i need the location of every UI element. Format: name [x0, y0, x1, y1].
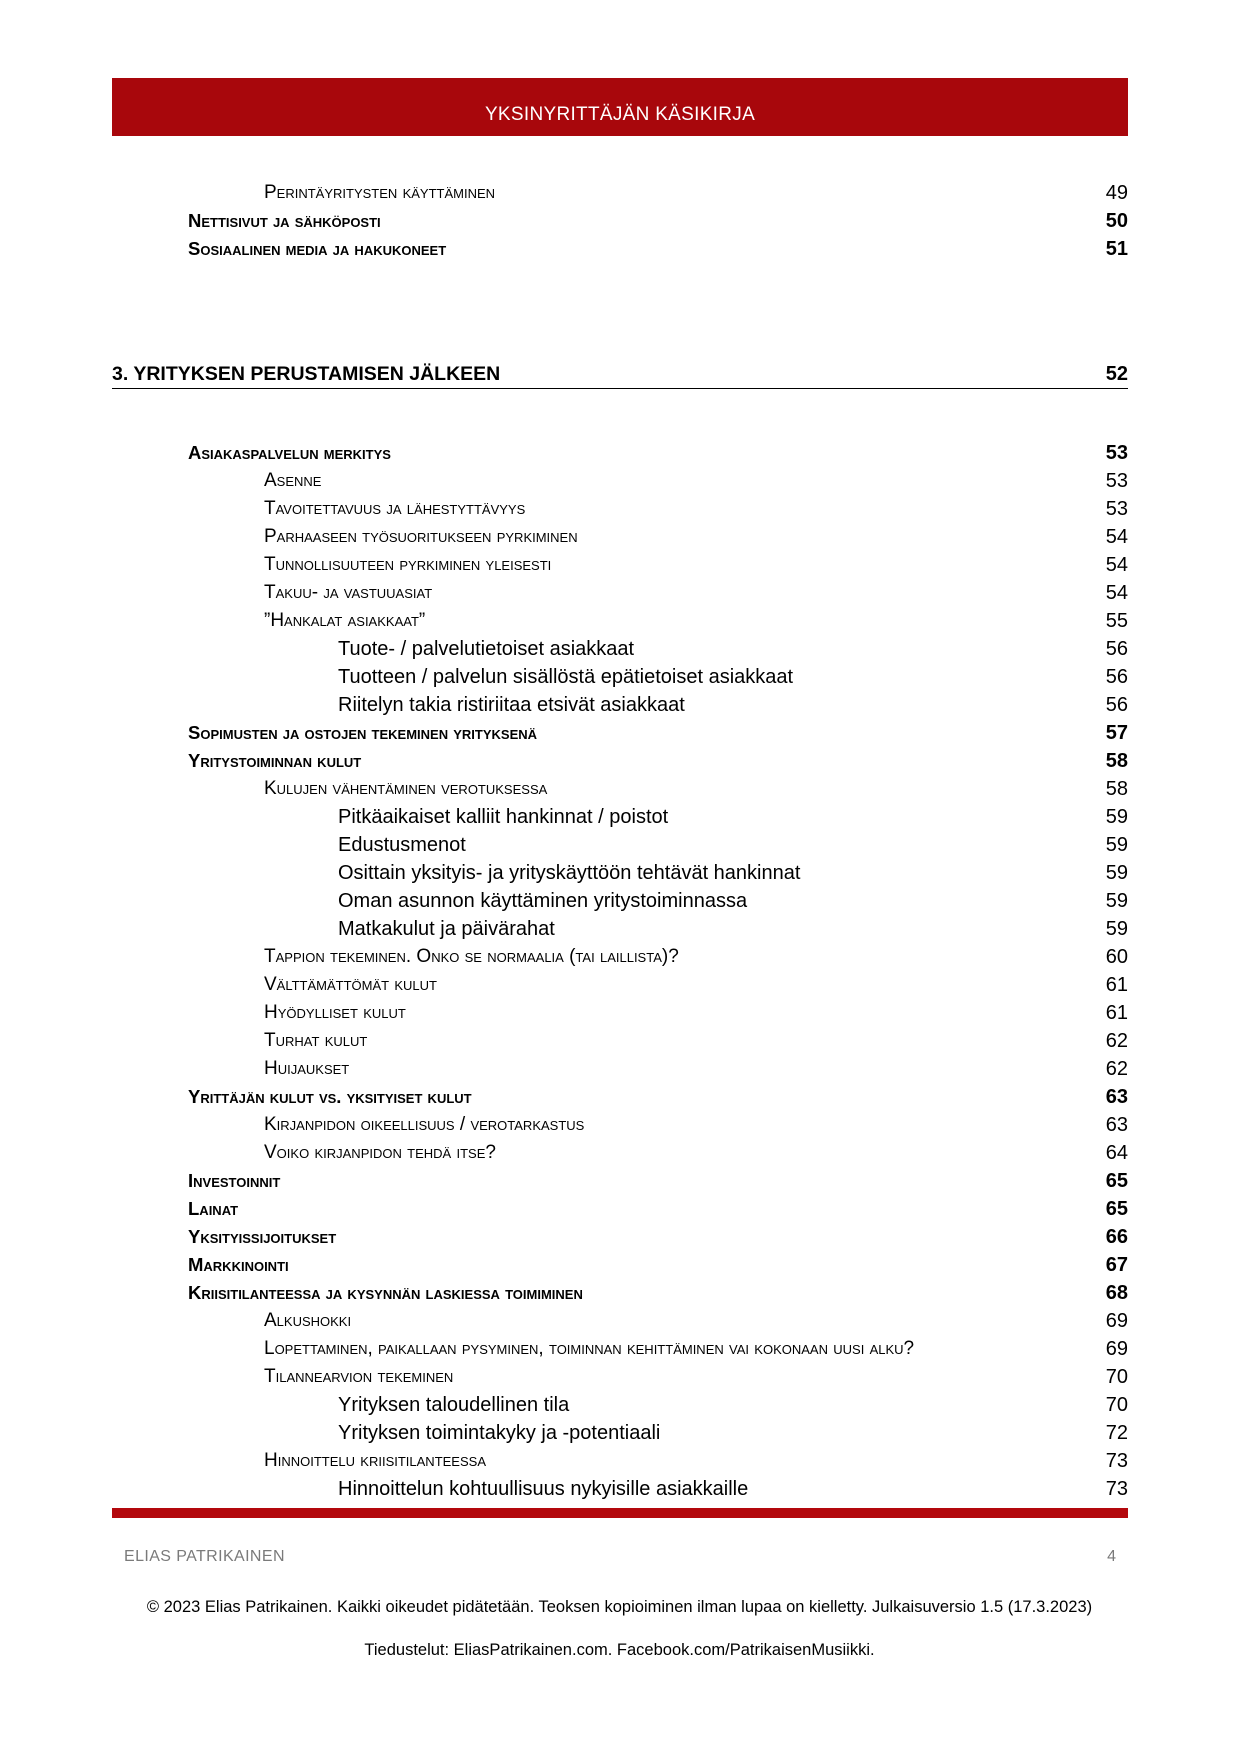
toc-entry-title: Yrittäjän kulut vs. yksityiset kulut	[188, 1086, 472, 1107]
toc-entry[interactable]	[0, 692, 1239, 718]
toc-entry[interactable]	[0, 1420, 1239, 1446]
toc-entry-title: Matkakulut ja päivärahat	[338, 918, 555, 940]
toc-entry[interactable]	[0, 860, 1239, 886]
toc-entry[interactable]	[0, 944, 1239, 970]
toc-entry[interactable]	[0, 888, 1239, 914]
toc-entry[interactable]	[0, 1476, 1239, 1502]
toc-entry-page: 61	[1105, 1002, 1128, 1024]
toc-entry-title: Pitkäaikaiset kalliit hankinnat / poistot	[338, 806, 669, 828]
toc-entry-page: 56	[1105, 694, 1128, 716]
toc-entry[interactable]	[0, 468, 1239, 494]
toc-entry-title: Voiko kirjanpidon tehdä itse?	[264, 1142, 496, 1163]
toc-entry-page: 59	[1105, 806, 1128, 828]
toc-entry-title: Sopimusten ja ostojen tekeminen yrityksenä	[188, 722, 538, 743]
toc-entry-title: Perintäyritysten käyttäminen	[264, 182, 496, 203]
toc-entry-title: Yksityissijoitukset	[188, 1226, 337, 1247]
toc-entry-page: 73	[1105, 1450, 1128, 1472]
toc-entry-page: 70	[1105, 1394, 1128, 1416]
toc-entry[interactable]	[0, 1392, 1239, 1418]
toc-entry-title: Lainat	[188, 1198, 239, 1219]
toc-entry[interactable]	[0, 1336, 1239, 1362]
toc-entry-title: Hinnoittelu kriisitilanteessa	[264, 1450, 486, 1471]
toc-entry-title: Riitelyn takia ristiriitaa etsivät asiakkaat	[338, 694, 685, 716]
contact-info: Tiedustelut: EliasPatrikainen.com. Facebook.com/PatrikaisenMusiikki.	[364, 1641, 875, 1659]
toc-entry-page: 53	[1105, 498, 1128, 520]
toc-entry-page: 54	[1105, 554, 1128, 576]
toc-entry[interactable]	[0, 1280, 1239, 1306]
toc-entry[interactable]	[0, 748, 1239, 774]
toc-entry[interactable]	[0, 1168, 1239, 1194]
toc-entry-title: Investoinnit	[188, 1170, 281, 1191]
toc-entry-page: 69	[1105, 1310, 1128, 1332]
toc-entry-page: 73	[1105, 1478, 1128, 1500]
toc-entry-title: Kirjanpidon oikeellisuus / verotarkastus	[264, 1114, 585, 1135]
toc-entry-page: 62	[1105, 1030, 1128, 1052]
toc-entry-page: 56	[1105, 666, 1128, 688]
toc-entry-page: 59	[1105, 918, 1128, 940]
toc-entry-page: 63	[1105, 1114, 1128, 1136]
toc-entry[interactable]	[0, 1028, 1239, 1054]
toc-entry-title: Alkushokki	[264, 1310, 352, 1331]
toc-entry-title: Asenne	[264, 470, 322, 491]
toc-entry[interactable]	[0, 236, 1239, 262]
toc-entry-title: Kriisitilanteessa ja kysynnän laskiessa toimiminen	[188, 1282, 583, 1303]
toc-entry-title: Hyödylliset kulut	[264, 1002, 406, 1023]
toc-entry[interactable]	[0, 1448, 1239, 1474]
toc-entry-title: Yrityksen taloudellinen tila	[338, 1394, 570, 1416]
toc-entry-title: Lopettaminen, paikallaan pysyminen, toiminnan kehittäminen vai kokonaan uusi alku?	[264, 1338, 915, 1359]
toc-entry-title: Osittain yksityis- ja yrityskäyttöön tehtävät hankinnat	[338, 862, 801, 884]
toc-entry[interactable]	[0, 664, 1239, 690]
toc-entry-page: 66	[1105, 1226, 1128, 1248]
toc-entry-page: 59	[1105, 834, 1128, 856]
toc-entry-page: 53	[1105, 470, 1128, 492]
toc-entry-page: 72	[1105, 1422, 1128, 1444]
toc-entry[interactable]	[0, 1056, 1239, 1082]
toc-entry-title: Nettisivut ja sähköposti	[188, 210, 381, 231]
chapter-heading: 3. YRITYKSEN PERUSTAMISEN JÄLKEEN	[112, 363, 501, 385]
toc-entry-page: 59	[1105, 890, 1128, 912]
toc-entry-page: 54	[1105, 526, 1128, 548]
footer-author: ELIAS PATRIKAINEN	[124, 1548, 285, 1565]
toc-entry[interactable]	[0, 180, 1239, 206]
toc-entry[interactable]	[0, 580, 1239, 606]
toc-entry-title: Yrityksen toimintakyky ja -potentiaali	[338, 1422, 661, 1444]
toc-entry-title: Yritystoiminnan kulut	[188, 750, 362, 771]
toc-entry[interactable]	[0, 524, 1239, 550]
toc-entry[interactable]	[0, 1112, 1239, 1138]
toc-entry-title: Tunnollisuuteen pyrkiminen yleisesti	[264, 554, 552, 575]
toc-entry-page: 50	[1105, 210, 1128, 232]
toc-entry-title: ”Hankalat asiakkaat”	[264, 610, 426, 631]
toc-entry[interactable]	[0, 636, 1239, 662]
toc-entry[interactable]	[0, 440, 1239, 466]
toc-entry-page: 56	[1105, 638, 1128, 660]
toc-entry[interactable]	[0, 916, 1239, 942]
toc-entry-title: Tuotteen / palvelun sisällöstä epätietoiset asiakkaat	[338, 666, 794, 688]
footer-bar	[112, 1508, 1128, 1518]
toc-entry-page: 54	[1105, 582, 1128, 604]
toc-entry-page: 58	[1105, 778, 1128, 800]
toc-entry-page: 57	[1105, 722, 1128, 744]
toc-entry[interactable]	[0, 804, 1239, 830]
toc-entry[interactable]	[0, 1224, 1239, 1250]
toc-entry[interactable]	[0, 552, 1239, 578]
toc-entry[interactable]	[0, 208, 1239, 234]
toc-entry[interactable]	[0, 1364, 1239, 1390]
toc-entry-title: Huijaukset	[264, 1058, 350, 1079]
toc-entry[interactable]	[0, 776, 1239, 802]
toc-entry[interactable]	[0, 608, 1239, 634]
toc-entry-page: 58	[1105, 750, 1128, 772]
toc-entry-title: Hinnoittelun kohtuullisuus nykyisille asiakkaille	[338, 1478, 749, 1500]
toc-entry[interactable]	[0, 1140, 1239, 1166]
toc-entry-page: 51	[1105, 238, 1128, 260]
toc-entry-title: Sosiaalinen media ja hakukoneet	[188, 238, 447, 259]
toc-entry-page: 70	[1105, 1366, 1128, 1388]
toc-entry[interactable]	[0, 496, 1239, 522]
toc-entry[interactable]	[0, 1196, 1239, 1222]
toc-entry-title: Oman asunnon käyttäminen yritystoiminnassa	[338, 890, 748, 912]
chapter-page-number: 52	[1105, 363, 1128, 385]
toc-entry-title: Edustusmenot	[338, 834, 466, 856]
toc-entry-title: Tuote- / palvelutietoiset asiakkaat	[338, 638, 635, 660]
toc-entry[interactable]	[0, 1084, 1239, 1110]
toc-entry-page: 60	[1105, 946, 1128, 968]
toc-entry-page: 67	[1105, 1254, 1128, 1276]
toc-entry-page: 61	[1105, 974, 1128, 996]
running-header-title: YKSINYRITTÄJÄN KÄSIKIRJA	[484, 104, 756, 125]
toc-entry-page: 65	[1105, 1198, 1128, 1220]
toc-entry-page: 63	[1105, 1086, 1128, 1108]
toc-entry-title: Takuu- ja vastuuasiat	[264, 582, 433, 603]
toc-entry-title: Asiakaspalvelun merkitys	[188, 442, 391, 463]
toc-entry[interactable]	[0, 1308, 1239, 1334]
toc-entry[interactable]	[0, 1252, 1239, 1278]
toc-entry-title: Välttämättömät kulut	[264, 974, 437, 995]
toc-entry-title: Tilannearvion tekeminen	[264, 1366, 454, 1387]
toc-entry-page: 68	[1105, 1282, 1128, 1304]
chapter-underline	[112, 388, 1128, 389]
toc-entry-page: 55	[1105, 610, 1128, 632]
toc-entry-title: Kulujen vähentäminen verotuksessa	[264, 778, 548, 799]
toc-entry-page: 62	[1105, 1058, 1128, 1080]
toc-entry-page: 64	[1105, 1142, 1128, 1164]
toc-entry-title: Tappion tekeminen. Onko se normaalia (tai laillista)?	[264, 946, 679, 967]
toc-entry-page: 49	[1105, 182, 1128, 204]
footer-page-number: 4	[1107, 1548, 1116, 1565]
toc-entry[interactable]	[0, 1000, 1239, 1026]
copyright-notice: © 2023 Elias Patrikainen. Kaikki oikeudet pidätetään. Teoksen kopioiminen ilman lupaa on kielletty. Julkaisuversio 1.5 (17.3.2023)	[146, 1598, 1093, 1616]
toc-entry-page: 69	[1105, 1338, 1128, 1360]
toc-entry-page: 59	[1105, 862, 1128, 884]
toc-entry[interactable]	[0, 832, 1239, 858]
toc-entry-title: Tavoitettavuus ja lähestyttävyys	[264, 498, 526, 519]
toc-entry-title: Parhaaseen työsuoritukseen pyrkiminen	[264, 526, 578, 547]
toc-entry-title: Markkinointi	[188, 1254, 289, 1275]
toc-entry-page: 65	[1105, 1170, 1128, 1192]
toc-entry-page: 53	[1105, 442, 1128, 464]
toc-entry[interactable]	[0, 720, 1239, 746]
toc-entry[interactable]	[0, 972, 1239, 998]
toc-entry-title: Turhat kulut	[264, 1030, 368, 1051]
